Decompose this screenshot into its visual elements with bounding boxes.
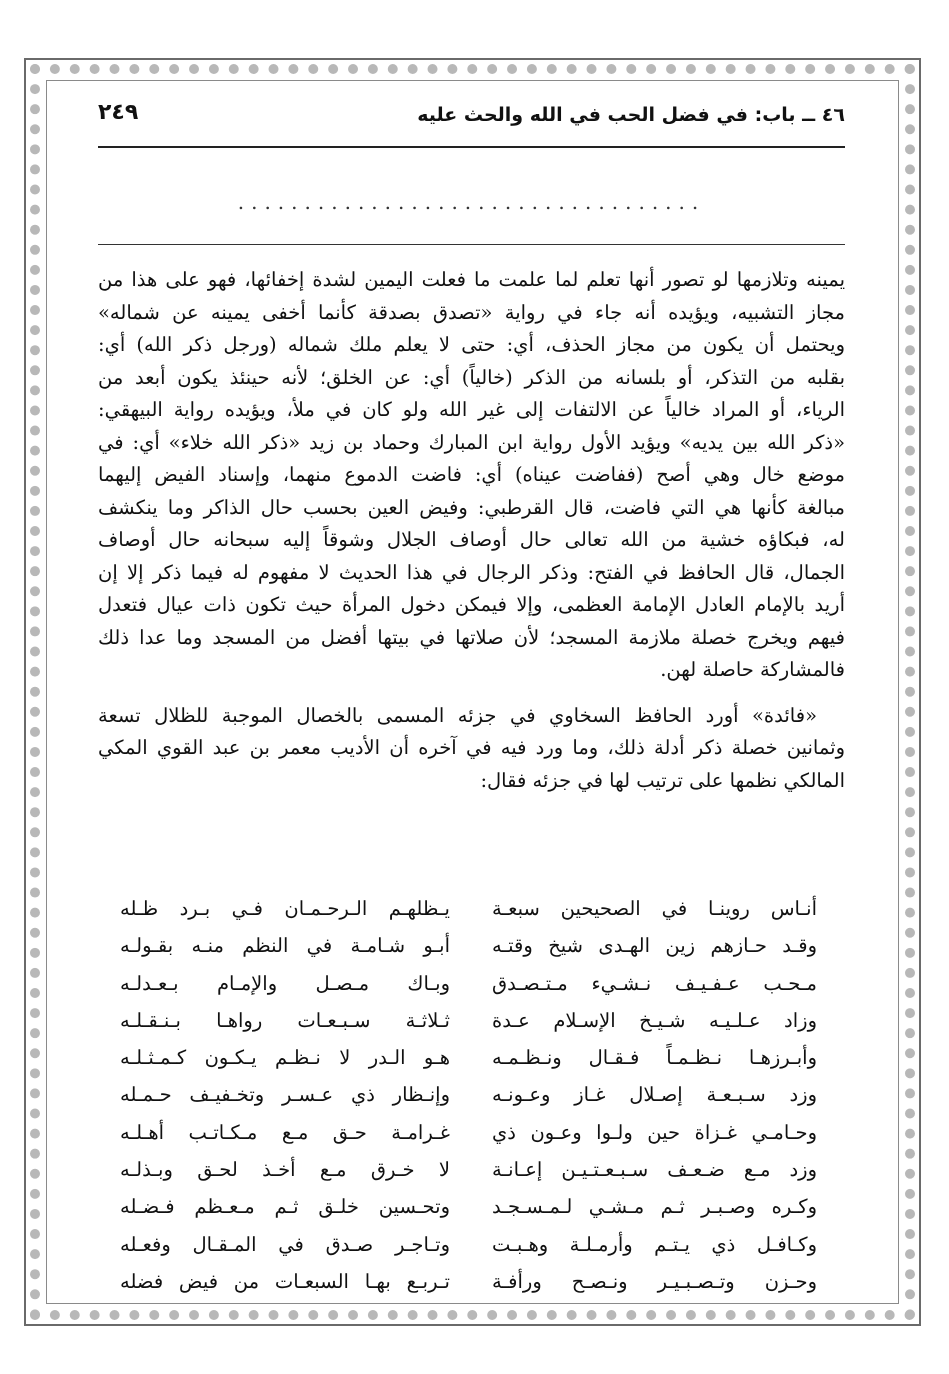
header-rule — [98, 146, 845, 148]
verse-second-hemistich: ثـلاثـة سـبـعـات رواهـا بـنـقـلـه — [120, 1008, 450, 1032]
text-line: مبالغة كأنها هي التي فاضت، قال القرطبي: وفيض العين بحسب حال الذاكر وما ينكشف — [98, 495, 845, 519]
verse-second-hemistich: وتحـسين خلـق ثـم مـعـظم فـضـله — [120, 1195, 450, 1219]
text-line: المالكي نظمها على ترتيب لها في جزئه فقال: — [480, 768, 845, 792]
text-line: «ذكر الله بين يديه» ويؤيد الأول رواية ابن المبارك وحماد بن زيد «ذكر الله خلاء» أي: في — [98, 430, 845, 454]
verse-first-hemistich: وزد مـع ضـعـف سـبـعـتـيـن إعـانـة — [492, 1158, 817, 1182]
poem-verse — [98, 890, 845, 927]
verse-first-hemistich: مـحـب عـفـيـف نـشـيء مـتـصـدق — [492, 971, 817, 995]
text-line: بقلبه من التذكر، أو بلسانه من الذكر (خالياً) أي: عن الخلق؛ لأنه حينئذ يكون أبعد من — [98, 365, 845, 389]
poem-verse — [98, 1188, 845, 1225]
verse-first-hemistich: وزاد عـلـيـه شـيـخ الإسـلام عـدة — [492, 1008, 817, 1032]
verse-second-hemistich: تـربـع بهـا السبعـات من فيض فضله — [120, 1269, 450, 1293]
poem-verse — [98, 1226, 845, 1263]
commentary-rule — [98, 244, 845, 245]
poem-verse — [98, 1076, 845, 1113]
poem-verse — [98, 1039, 845, 1076]
verse-second-hemistich: غـرامـة حـق مـع مـكـاتـب أهـلـه — [120, 1120, 450, 1144]
poem-verse — [98, 1151, 845, 1188]
verse-second-hemistich: لا خـرق مـع أخـذ لحـق وبـذلـه — [120, 1158, 450, 1182]
text-line: فيهم ويخرج خصلة ملازمة المسجد؛ لأن صلاتها في بيتها أفضل من المسجد وما عدا ذلك — [98, 625, 845, 649]
text-line: مجاز التشبيه، ويؤيده أنه جاء في رواية «تصدق بصدقة كأنما أخفى يمينه عن شماله» — [98, 300, 845, 324]
poem-verse — [98, 927, 845, 964]
verse-second-hemistich: وإنـظار ذي عـسـر وتخـفيـف حـمـله — [120, 1083, 450, 1107]
text-line: يمينه وتلازمها لو تصور أنها تعلم لما علمت ما فعلت اليمين لشدة إخفائها، فهو على هذا من — [98, 268, 845, 291]
text-line: فالمشاركة حاصلة لهن. — [660, 658, 845, 681]
verse-second-hemistich: وتـاجـر صـدق في المـقـال وفعـله — [120, 1232, 450, 1256]
poem — [98, 890, 845, 1300]
text-line: موضع خال وهي أصح (ففاضت عيناه) أي: فاضت الدموع منهما، وإسناد الفيض إليهما — [98, 463, 845, 486]
text-line: ويحتمل أن يكون من مجاز الحذف، أي: حتى لا يعلم ملك شماله (ورجل ذكر الله) أي: — [98, 333, 845, 356]
poem-verse — [98, 965, 845, 1002]
verse-first-hemistich: وكـره وصـبـر ثـم مـشـي لـمـسـجـد — [492, 1195, 817, 1219]
verse-first-hemistich: وحـزن وتـصـبـيـر ونـصـح ورأفـة — [492, 1269, 817, 1293]
poem-verse — [98, 1263, 845, 1300]
verse-first-hemistich: وزد سـبـعـة إصـلال غـاز وعـونـه — [492, 1083, 817, 1107]
verse-first-hemistich: أنـاس روينـا في الصحيحين سبعـة — [492, 897, 817, 920]
verse-first-hemistich: وأبـرزهـا نـظـمـاً فـقـال ونـظـمـه — [492, 1046, 817, 1070]
text-line: أريد بالإمام العادل الإمامة العظمى، وإلا فيمكن دخول المرأة حيث تكون ذات عيال فتعدل — [98, 593, 845, 616]
text-line: وثمانين خصلة ذكر أدلة ذلك، وما ورد فيه في آخره أن الأديب معمر بن عبد القوي المكي — [98, 736, 845, 759]
paragraph-commentary — [98, 264, 845, 687]
verse-first-hemistich: وحـامـي غـزاة حين ولـوا وعـون ذي — [492, 1120, 817, 1144]
verse-second-hemistich: هـو الـدر لا نـظـم يـكـون كـمـثـلـه — [120, 1046, 450, 1070]
text-line: له، فبكاؤه خشية من الله تعالى حال أوصاف الجلال وشوقاً إليه سبحانه حال أوصاف — [98, 528, 845, 551]
verse-second-hemistich: وبـاك مـصـل والإمـام بـعـدلـه — [120, 971, 450, 995]
verse-second-hemistich: أبـو شـامـة في النظم منـه بقـولـه — [120, 934, 450, 958]
chapter-title: ٤٦ ــ باب: في فضل الحب في الله والحث عليه — [417, 104, 845, 126]
text-line: الرياء، أو المراد خالياً عن الالتفات إلى غير الله ولو كان في ملأ، ويؤيده رواية البيهقي: — [98, 398, 845, 421]
verse-first-hemistich: وكـافـل ذي يـتـم وأرمـلـة وهـبـت — [492, 1232, 817, 1256]
running-header — [98, 100, 845, 136]
poem-verse — [98, 1002, 845, 1039]
commentary-text — [98, 264, 845, 797]
verse-second-hemistich: يـظلهـم الـرحـمـان فـي بـرد ظـله — [120, 897, 450, 920]
paragraph-faida — [98, 700, 845, 798]
text-line: الجمال، قال الحافظ في الفتح: وذكر الرجال في هذا الحديث لا مفهوم له فيما ذكر إلا إن — [98, 560, 845, 584]
page-number: ٢٤٩ — [98, 100, 139, 125]
poem-verse — [98, 1114, 845, 1151]
verse-first-hemistich: وقـد حـازهم زين الهـدى شيخ وقتـه — [492, 934, 817, 958]
text-line: «فائدة» أورد الحافظ السخاوي في جزئه المسمى بالخصال الموجبة للظلال تسعة — [98, 703, 817, 727]
text-separator-dots: ................................... — [237, 190, 706, 214]
